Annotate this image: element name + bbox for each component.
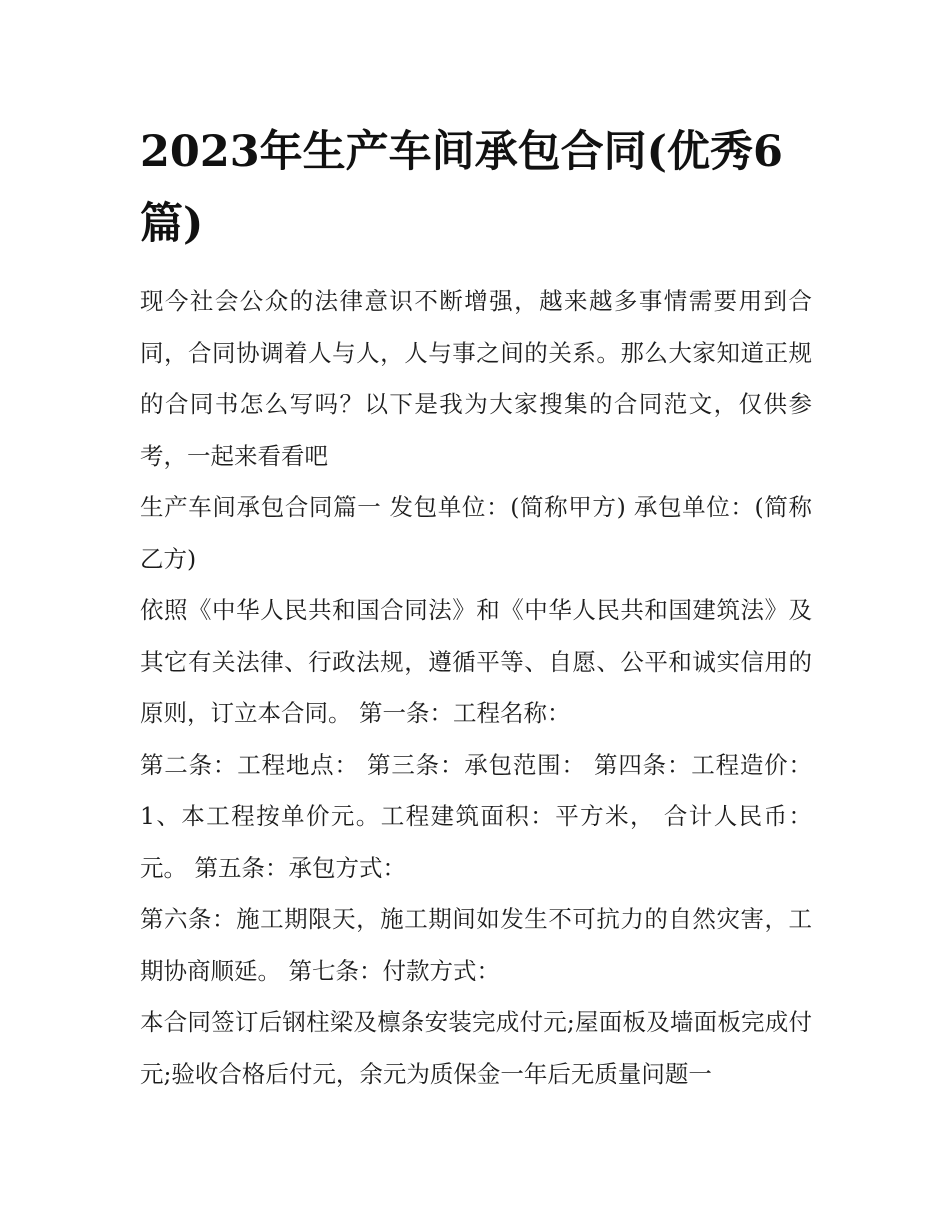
paragraph-articles-2-5: 第二条：工程地点： 第三条：承包范围： 第四条：工程造价： 1、本工程按单价元。工程建筑面积：平方米， 合计人民币：元。 第五条：承包方式：	[140, 750, 812, 882]
paragraph-intro: 现今社会公众的法律意识不断增强，越来越多事情需要用到合同，合同协调着人与人，人与事之间的关系。那么大家知道正规的合同书怎么写吗？以下是我为大家搜集的合同范文，仅供参考，一起来看看吧	[140, 287, 812, 470]
paragraph-contract-parties: 生产车间承包合同篇一 发包单位：(简称甲方) 承包单位：(简称乙方)	[140, 493, 812, 573]
document-body	[140, 276, 812, 1100]
document-title: 2023年生产车间承包合同(优秀6篇)	[140, 127, 783, 249]
paragraph-payment-terms: 本合同签订后钢柱梁及檩条安装完成付元;屋面板及墙面板完成付元;验收合格后付元，余元为质保金一年后无质量问题一	[140, 1008, 812, 1088]
paragraph-legal-basis: 依照《中华人民共和国合同法》和《中华人民共和国建筑法》及其它有关法律、行政法规，遵循平等、自愿、公平和诚实信用的原则，订立本合同。 第一条：工程名称：	[140, 596, 812, 727]
paragraph-articles-6-7: 第六条：施工期限天，施工期间如发生不可抗力的自然灾害，工期协商顺延。 第七条：付款方式：	[140, 905, 812, 985]
